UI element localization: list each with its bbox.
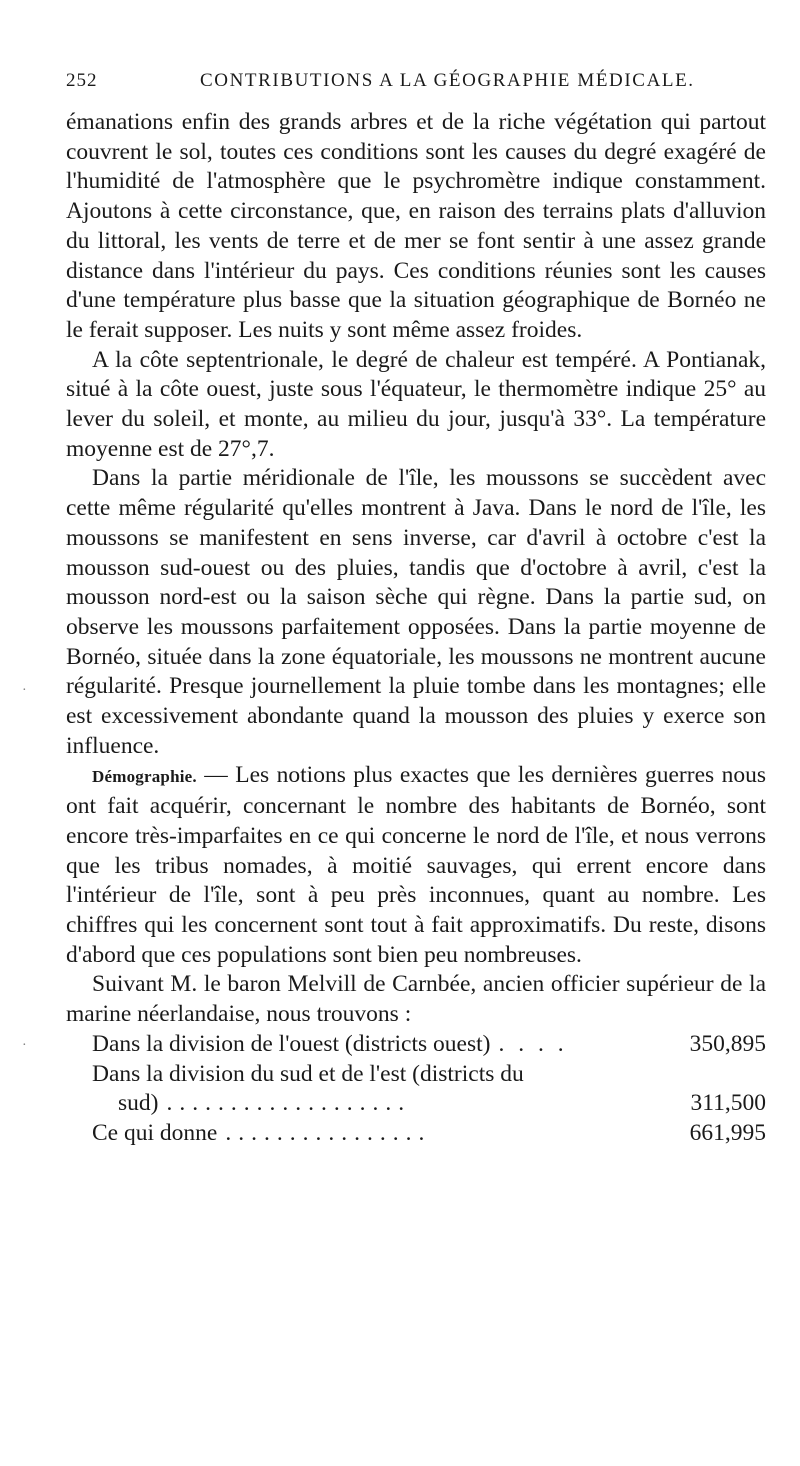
census-row-south [66,1089,766,1119]
census-value-south: 311,500 [690,1090,766,1117]
census-table [66,1030,766,1149]
margin-mark: · [22,1038,27,1053]
census-row-west [66,1030,766,1060]
census-row-total [66,1119,766,1149]
margin-mark: · [22,683,27,698]
body-text [66,108,766,1149]
paragraph-humidity: émanations enfin des grands arbres et de la riche végétation qui partout couvrent le sol, toutes ces conditions sont les causes du degré exagéré de l'humidité de l'atmosphère que le psychromètre indique constamment. Ajoutons à cette circonstance, que, en raison des terrains plats d'alluvion du littoral, les vents de terre et de mer se font sentir à une assez grande distance dans l'intérieur du pays. Ces conditions réunies sont les causes d'une température plus basse que la situation géographique de Bornéo ne le ferait supposer. Les nuits y sont même assez froides. [66,109,766,343]
paragraph-demographie [66,761,766,970]
census-label-south-2: sud) [118,1090,159,1117]
census-label-total: Ce qui donne [92,1119,218,1146]
census-value-total: 661,995 [689,1119,766,1146]
census-row-south-head [66,1060,766,1090]
census-label-west: Dans la division de l'ouest (districts ouest) [92,1030,491,1057]
page-number: 252 [66,70,98,91]
paragraph-temperature: A la côte septentrionale, le degré de chaleur est tempéré. A Pontianak, situé à la côte ouest, juste sous l'équateur, le thermomètre indique 25° au lever du soleil, et monte, au milieu du jour, jusqu'à 33°. La température moyenne est de 27°,7. [66,346,766,462]
demographie-text: — Les notions plus exactes que les dernières guerres nous ont fait acquérir, concernant le nombre des habitants de Bornéo, sont encore très-imparfaites en ce qui concerne le nord de l'île, et nous verrons que les tribus nomades, à moitié sauvages, qui errent encore dans l'intérieur de l'île, sont à peu près inconnues, quant au nombre. Les chiffres qui les concernent sont tout à fait approximatifs. Du reste, disons d'abord que ces populations sont bien peu nombreuses. [66,762,766,968]
section-heading-demographie: Démographie. [92,767,197,787]
census-value-west: 350,895 [689,1030,766,1057]
running-title: CONTRIBUTIONS A LA GÉOGRAPHIE MÉDICALE. [200,70,695,91]
leader-dots: ................... [166,1090,412,1117]
running-head [66,70,766,100]
census-label-south-1: Dans la division du sud et de l'est (districts du [92,1060,524,1087]
leader-dots: . . . . [498,1030,568,1057]
paragraph-census-intro: Suivant M. le baron Melvill de Carnbée, ancien officier supérieur de la marine néerlandaise, nous trouvons : [66,971,766,1028]
leader-dots: ................ [225,1119,432,1146]
paragraph-moussons: Dans la partie méridionale de l'île, les moussons se succèdent avec cette même régularité qu'elles montrent à Java. Dans le nord de l'île, les moussons se manifestent en sens inverse, car d'avril à octobre c'est la mousson sud-ouest ou des pluies, tandis que d'octobre à avril, c'est la mousson nord-est ou la saison sèche qui règne. Dans la partie sud, on observe les moussons parfaitement opposées. Dans la partie moyenne de Bornéo, située dans la zone équatoriale, les moussons ne montrent aucune régularité. Presque journellement la pluie tombe dans les montagnes; elle est excessivement abondante quand la mousson des pluies y exerce son influence. [66,465,766,759]
